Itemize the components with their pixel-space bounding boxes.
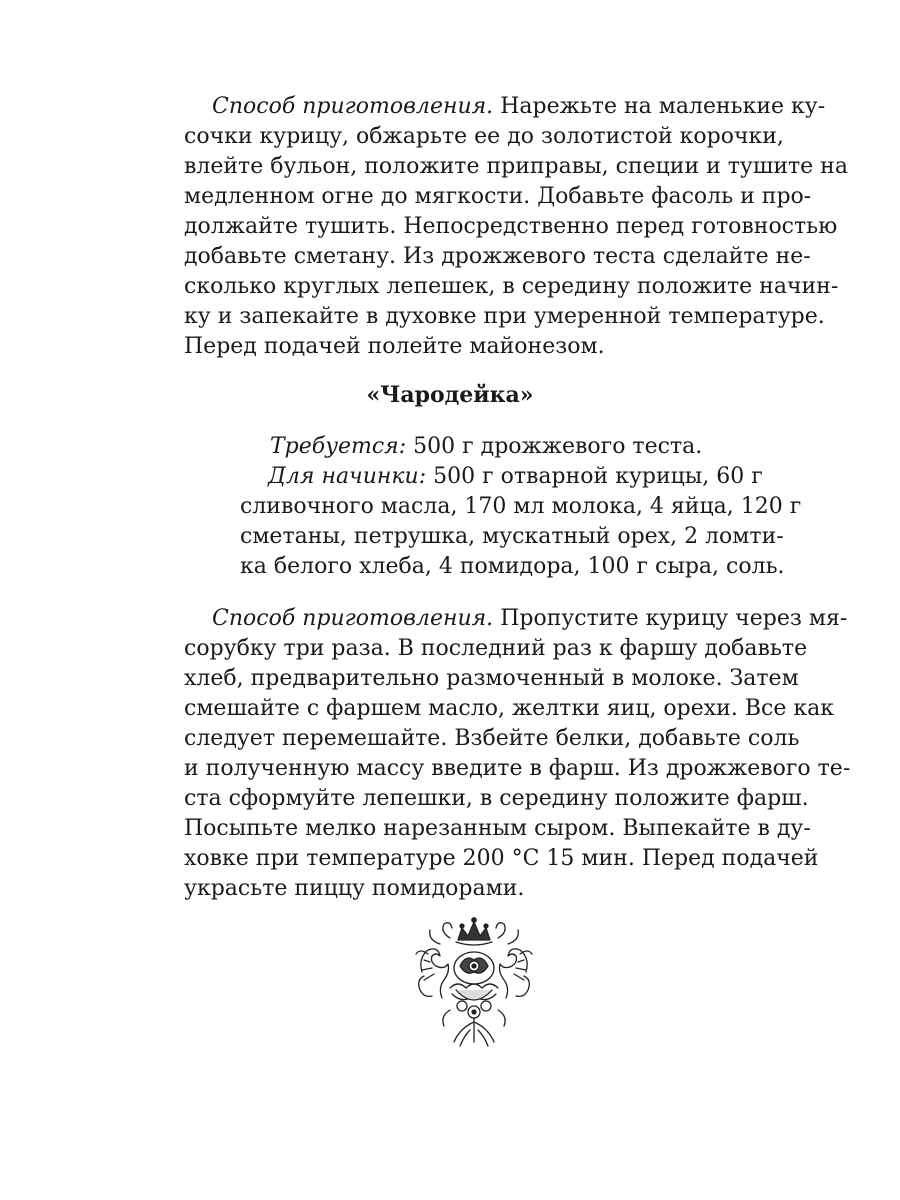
section2-line-1-text: Пропустите курицу через мя- [500,606,848,631]
section2-line-8: Посыпьте мелко нарезанным сыром. Выпекайте в ду- [184,816,811,841]
section2-method-label: Способ приготовления. [212,606,494,631]
section2-line-5: следует перемешайте. Взбейте белки, добавьте соль [184,726,800,751]
section1-line-7: сколько круглых лепешек, в середину положите начин- [184,274,839,299]
required-text: 500 г дрожжевого теста. [413,434,703,459]
crown-griffins-ornament-icon [410,910,538,1050]
section2-line-10: украсьте пиццу помидорами. [184,876,525,901]
filling-line-3: сметаны, петрушка, мускатный орех, 2 ломти- [240,524,784,549]
section1-line-9: Перед подачей полейте майонезом. [184,334,605,359]
section1-line-5: должайте тушить. Непосредственно перед готовностью [184,214,838,239]
section2-line-4: смешайте с фаршем масло, желтки яиц, орехи. Все как [184,696,834,721]
filling-line-4: ка белого хлеба, 4 помидора, 100 г сыра, соль. [240,554,785,579]
section2-line-7: ста сформуйте лепешки, в середину положите фарш. [184,786,809,811]
section1-line-2: сочки курицу, обжарьте ее до золотистой корочки, [184,124,784,149]
section2-line-2: сорубку три раза. В последний раз к фаршу добавьте [184,636,808,661]
section2-line-6: и полученную массу введите в фарш. Из дрожжевого те- [184,756,851,781]
filling-line-2: сливочного масла, 170 мл молока, 4 яйца, 120 г [240,494,802,519]
section1-line-1 [212,92,826,122]
section1-line-8: ку и запекайте в духовке при умеренной температуре. [184,304,825,329]
filling-line-1 [268,462,763,492]
recipe-title: «Чародейка» [366,382,534,408]
filling-first-text: 500 г отварной курицы, 60 г [433,464,763,489]
section1-line-3: влейте бульон, положите приправы, специи и тушите на [184,154,848,179]
section2-line-9: ховке при температуре 200 °С 15 мин. Перед подачей [184,846,819,871]
section1-method-label: Способ приготовления. [212,94,494,119]
required-label: Требуется: [270,434,407,459]
section1-line-6: добавьте сметану. Из дрожжевого теста сделайте не- [184,244,811,269]
section2-line-3: хлеб, предварительно размоченный в молоке. Затем [184,666,799,691]
required-line [270,432,702,462]
section2-line-1 [212,604,848,634]
section1-line-1-text: Нарежьте на маленькие ку- [500,94,826,119]
section1-line-4: медленном огне до мягкости. Добавьте фасоль и про- [184,184,812,209]
filling-label: Для начинки: [268,464,427,489]
